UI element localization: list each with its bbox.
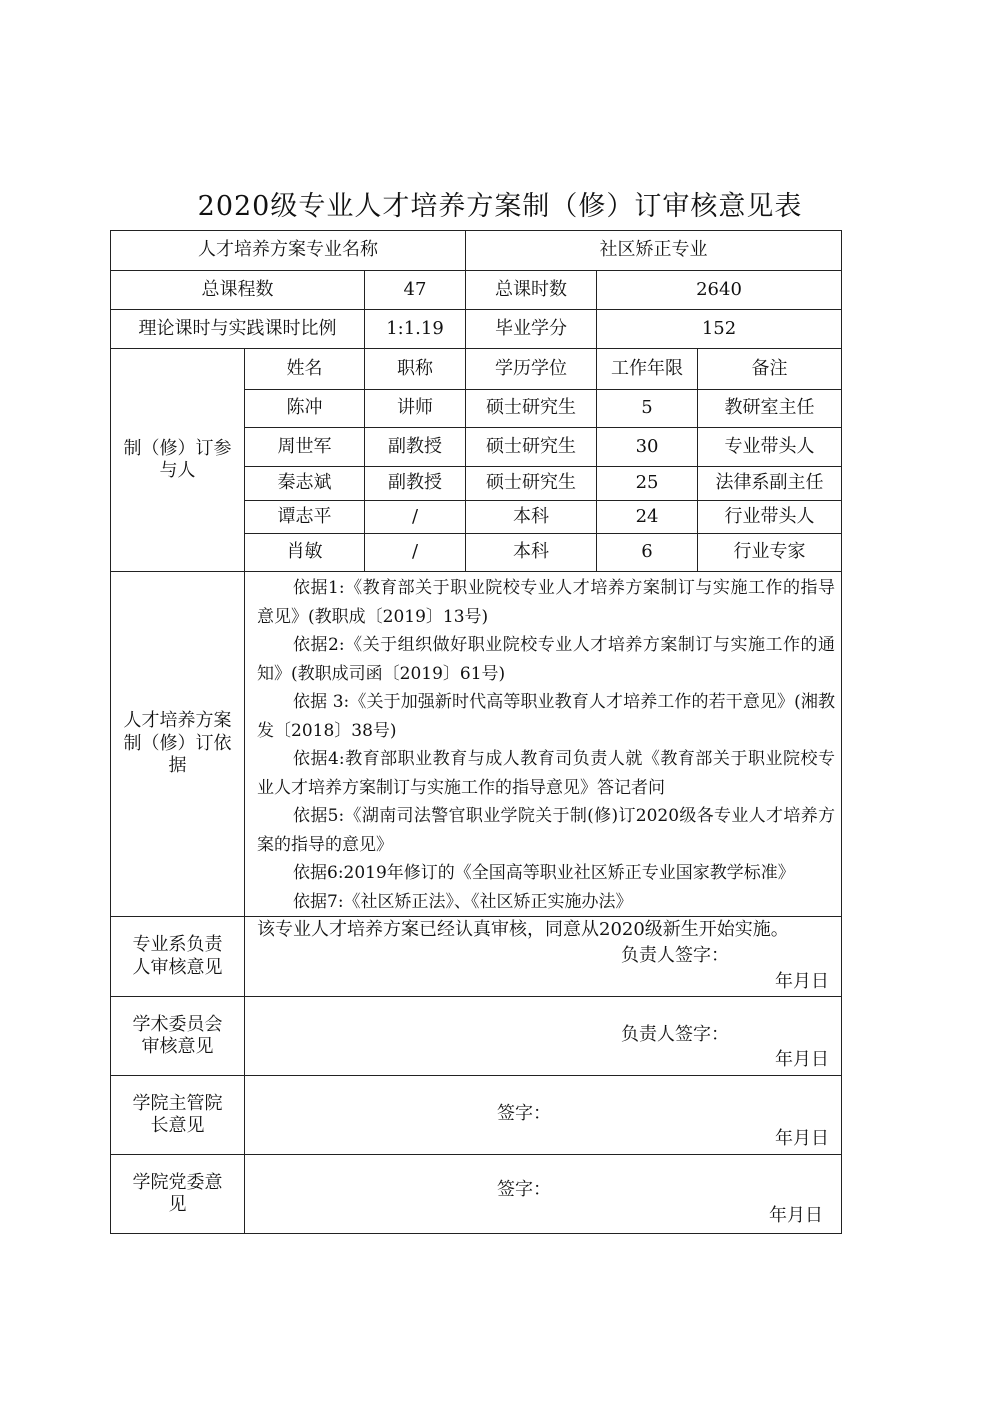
participant-name: 谭志平: [245, 501, 365, 534]
dept-label-text: 专业系负责人审核意见: [132, 934, 223, 978]
total-courses-label: 总课程数: [111, 271, 365, 310]
participant-years: 24: [597, 501, 698, 534]
courses-row: [111, 271, 842, 310]
participant-degree: 本科: [466, 501, 597, 534]
header-title: 职称: [365, 349, 466, 390]
party-date: 年月日: [769, 1205, 824, 1226]
participant-degree: 本科: [466, 534, 597, 572]
participant-remark: 行业带头人: [698, 501, 842, 534]
dept-label: [111, 917, 245, 997]
credits-value: 152: [597, 310, 842, 349]
review-form-table: [110, 230, 842, 1234]
participant-name: 周世军: [245, 428, 365, 467]
party-label: [111, 1155, 245, 1234]
participant-name: 陈冲: [245, 390, 365, 428]
basis-item: 依据7:《社区矫正法》、《社区矫正实施办法》: [293, 891, 633, 912]
total-hours-value: 2640: [597, 271, 842, 310]
participant-remark: 教研室主任: [698, 390, 842, 428]
participant-years: 5: [597, 390, 698, 428]
participant-title: 副教授: [365, 428, 466, 467]
party-opinion-row: [111, 1155, 842, 1234]
participant-remark: 行业专家: [698, 534, 842, 572]
dean-opinion-row: [111, 1076, 842, 1155]
participant-degree: 硕士研究生: [466, 428, 597, 467]
header-years: 工作年限: [597, 349, 698, 390]
basis-item: 依据6:2019年修订的《全国高等职业社区矫正专业国家教学标准》: [293, 863, 795, 883]
participant-title: 副教授: [365, 467, 466, 501]
basis-label: [111, 572, 245, 917]
participant-remark: 专业带头人: [698, 428, 842, 467]
credits-label: 毕业学分: [466, 310, 597, 349]
basis-item: 依据4:教育部职业教育与成人教育司负责人就《教育部关于职业院校专业人才培养方案制订与实施工作的指导意见》答记者问: [257, 749, 836, 798]
basis-item: 依据 3:《关于加强新时代高等职业教育人才培养工作的若干意见》(湘教发〔2018〕38号): [257, 692, 836, 741]
dept-opinion-row: [111, 917, 842, 997]
participant-degree: 硕士研究生: [466, 390, 597, 428]
header-degree: 学历学位: [466, 349, 597, 390]
academic-opinion-row: [111, 997, 842, 1076]
participant-name: 肖敏: [245, 534, 365, 572]
party-label-text: 学院党委意见: [132, 1171, 223, 1215]
major-value: 社区矫正专业: [466, 231, 842, 271]
dept-opinion-text: 该专业人才培养方案已经认真审核，同意从2020级新生开始实施。: [257, 919, 789, 940]
total-courses-value: 47: [365, 271, 466, 310]
dean-signature-label: 签字：: [497, 1103, 551, 1124]
participant-degree: 硕士研究生: [466, 467, 597, 501]
major-label: 人才培养方案专业名称: [111, 231, 466, 271]
ratio-value: 1:1.19: [365, 310, 466, 349]
ratio-label: 理论课时与实践课时比例: [111, 310, 365, 349]
participant-years: 30: [597, 428, 698, 467]
participant-name: 秦志斌: [245, 467, 365, 501]
participant-remark: 法律系副主任: [698, 467, 842, 501]
ratio-row: [111, 310, 842, 349]
basis-label-text: 人才培养方案制（修）订依据: [123, 710, 232, 777]
academic-opinion: [245, 997, 842, 1076]
participant-title: /: [365, 501, 466, 534]
dept-date: 年月日: [775, 971, 830, 992]
academic-date: 年月日: [775, 1049, 830, 1070]
basis-content: [245, 572, 842, 917]
participants-header-row: [111, 349, 842, 390]
party-opinion: [245, 1155, 842, 1234]
dept-opinion: [245, 917, 842, 997]
dean-label: [111, 1076, 245, 1155]
participant-years: 6: [597, 534, 698, 572]
participants-label: [111, 349, 245, 572]
participant-title: /: [365, 534, 466, 572]
party-signature-label: 签字：: [497, 1179, 551, 1200]
basis-item: 依据1:《教育部关于职业院校专业人才培养方案制订与实施工作的指导意见》(教职成〔2019〕13号): [257, 578, 836, 627]
academic-label-text: 学术委员会审核意见: [132, 1013, 223, 1057]
header-name: 姓名: [245, 349, 365, 390]
dept-signature-label: 负责人签字：: [621, 945, 729, 966]
header-remark: 备注: [698, 349, 842, 390]
participant-years: 25: [597, 467, 698, 501]
basis-item: 依据2:《关于组织做好职业院校专业人才培养方案制订与实施工作的通知》(教职成司函〔2019〕61号): [257, 635, 836, 684]
dean-label-text: 学院主管院长意见: [132, 1092, 223, 1136]
dean-date: 年月日: [775, 1128, 830, 1149]
academic-label: [111, 997, 245, 1076]
page-title: 2020级专业人才培养方案制（修）订审核意见表: [197, 191, 803, 222]
participants-label-text: 制（修）订参与人: [123, 437, 232, 481]
major-row: [111, 231, 842, 271]
participant-title: 讲师: [365, 390, 466, 428]
academic-signature-label: 负责人签字：: [621, 1024, 729, 1045]
basis-item: 依据5:《湖南司法警官职业学院关于制(修)订2020级各专业人才培养方案的指导的意见》: [257, 806, 836, 855]
dean-opinion: [245, 1076, 842, 1155]
total-hours-label: 总课时数: [466, 271, 597, 310]
basis-row: [111, 572, 842, 917]
